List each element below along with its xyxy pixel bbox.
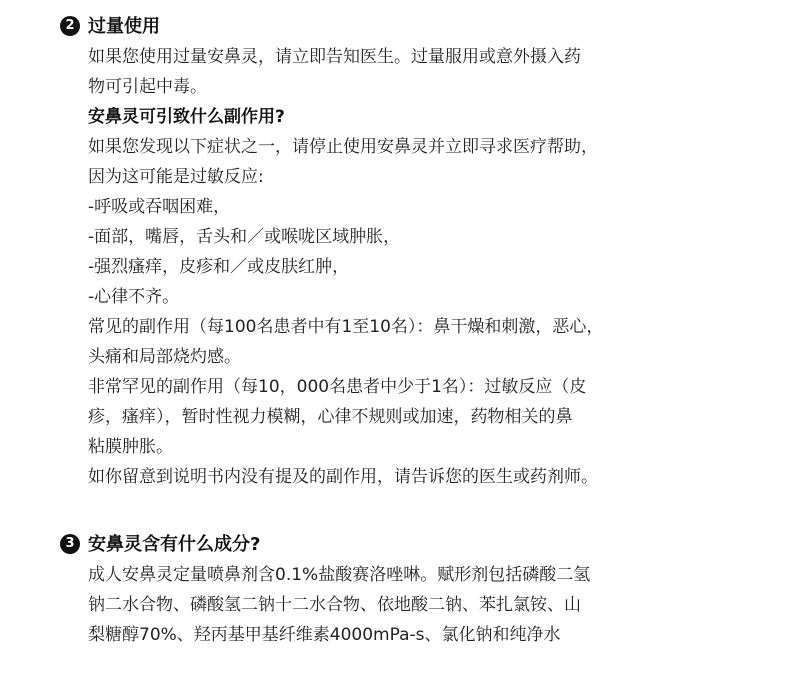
text-line: 头痛和局部烧灼感。 — [88, 347, 241, 367]
list-item: -强烈瘙痒，皮疹和／或皮肤红肿， — [88, 257, 350, 277]
section-number-badge: 2 — [60, 16, 80, 36]
text-line: 疹，瘙痒），暂时性视力模糊，心律不规则或加速，药物相关的鼻 — [88, 407, 573, 427]
section-ingredients — [60, 530, 750, 650]
text-line: 梨糖醇70%、羟丙基甲基纤维素4000mPa-s、氯化钠和纯净水 — [88, 625, 561, 645]
list-item: -面部，嘴唇，舌头和／或喉咙区域肿胀， — [88, 227, 401, 247]
section-body — [88, 42, 728, 492]
subheading: 安鼻灵可引致什么副作用? — [88, 107, 285, 127]
text-line: 常见的副作用（每100名患者中有1至10名）：鼻干燥和刺激，恶心， — [88, 317, 604, 337]
list-item: -心律不齐。 — [88, 287, 180, 307]
list-item: -呼吸或吞咽困难， — [88, 197, 231, 217]
text-line: 粘膜肿胀。 — [88, 437, 173, 457]
text-line: 如果您使用过量安鼻灵，请立即告知医生。过量服用或意外摄入药 — [88, 47, 581, 67]
text-line: 因为这可能是过敏反应: — [88, 167, 264, 187]
text-line: 钠二水合物、磷酸氢二钠十二水合物、依地酸二钠、苯扎氯铵、山 — [88, 595, 581, 615]
section-title: 安鼻灵含有什么成分? — [88, 534, 261, 555]
text-line: 如你留意到说明书内没有提及的副作用，请告诉您的医生或药剂师。 — [88, 467, 598, 487]
section-title: 过量使用 — [88, 16, 160, 37]
section-body — [88, 560, 728, 650]
section-number-badge: 3 — [60, 534, 80, 554]
section-overdose — [60, 12, 750, 492]
text-line: 物可引起中毒。 — [88, 77, 207, 97]
text-line: 如果您发现以下症状之一，请停止使用安鼻灵并立即寻求医疗帮助， — [88, 137, 598, 157]
text-line: 非常罕见的副作用（每10，000名患者中少于1名）：过敏反应（皮 — [88, 377, 587, 397]
text-line: 成人安鼻灵定量喷鼻剂含0.1%盐酸赛洛唑啉。赋形剂包括磷酸二氢 — [88, 565, 591, 585]
section-heading — [60, 12, 750, 42]
section-heading — [60, 530, 750, 560]
